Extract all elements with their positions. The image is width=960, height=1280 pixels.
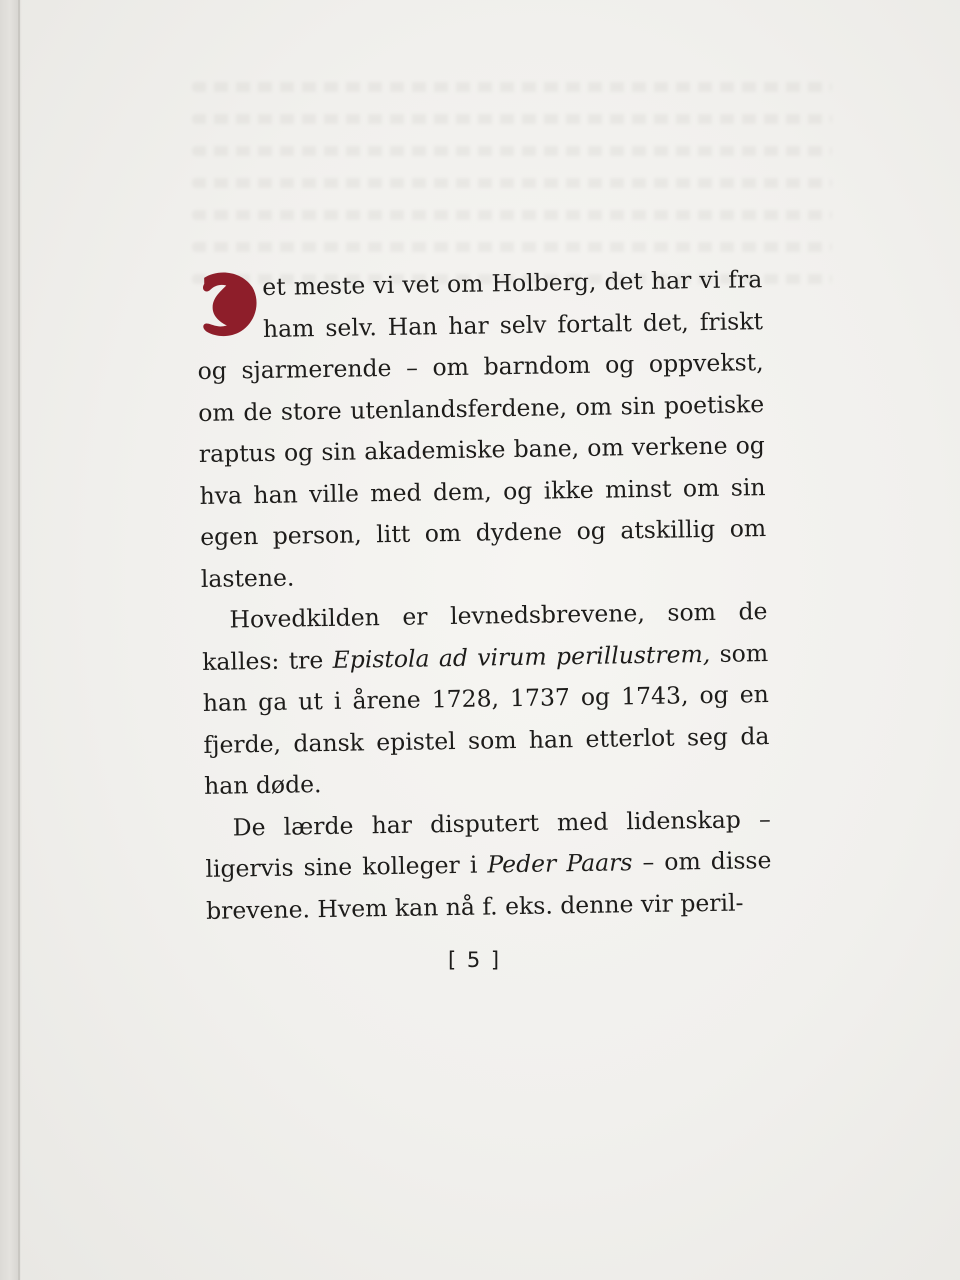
paragraph-2-before: Hovedkilden er levnedsbrevene, som de kalles: tre (201, 597, 768, 676)
paragraph-2-after: som han ga ut i årene 1728, 1737 og 1743, og en fjerde, dansk epistel som han etterlot seg da han døde. (202, 638, 770, 800)
paragraph-2 (201, 591, 770, 807)
paragraph-3-after: – om disse brevene. Hvem kan nå f. eks. denne vir peril- (205, 846, 772, 925)
page-edge (18, 0, 20, 1280)
paragraph-3-italic-title: Peder Paars (487, 848, 633, 879)
body-text (196, 259, 772, 932)
drop-cap-letter: D (223, 311, 232, 323)
page-number: [ 5 ] (448, 948, 502, 972)
drop-cap-initial (196, 267, 259, 338)
paragraph-3-before: De lærde har disputert med lidenskap – ligervis sine kolleger i (205, 804, 771, 883)
paragraph-1 (196, 259, 767, 600)
paragraph-3 (204, 799, 772, 932)
paragraph-1-text: et meste vi vet om Holberg, det har vi fra ham selv. Han har selv fortalt det, friskt og sjarmerende – om barndom og oppvekst, om de store utenlandsferdene, om sin poetiske raptus og sin akademiske bane, om verkene og hva han ville med dem, og ikke minst om sin egen person, litt om dydene og atskillig om lastene. (197, 265, 767, 593)
show-through-text (192, 60, 832, 290)
paragraph-2-italic-title: Epistola ad virum perillustrem, (332, 639, 711, 674)
